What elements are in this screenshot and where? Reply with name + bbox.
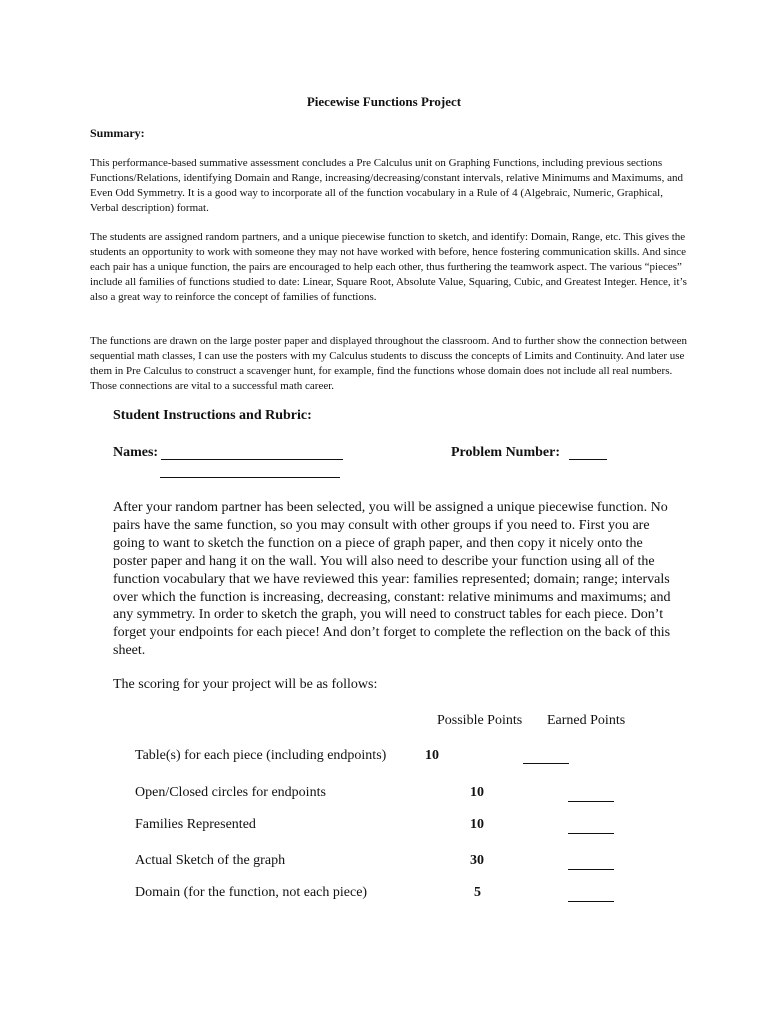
problem-number-label: Problem Number:: [451, 445, 560, 460]
names-blank-1: [161, 444, 343, 460]
rubric-row-label: Domain (for the function, not each piece): [135, 885, 368, 900]
possible-points-header: Possible Points: [437, 713, 523, 728]
earned-points-blank: [523, 748, 569, 764]
earned-points-blank: [568, 786, 614, 802]
scoring-intro: The scoring for your project will be as follows:: [113, 677, 378, 692]
names-label: Names:: [113, 445, 159, 460]
rubric-row-points: 10: [470, 817, 484, 832]
rubric-row-points: 30: [470, 853, 484, 868]
names-blank-2: [160, 462, 340, 478]
earned-points-header: Earned Points: [547, 713, 626, 728]
section-title: Student Instructions and Rubric:: [113, 408, 312, 423]
summary-heading: Summary:: [90, 126, 145, 140]
page-title: Piecewise Functions Project: [306, 94, 462, 109]
rubric-row-label: Table(s) for each piece (including endpoints): [135, 748, 387, 763]
rubric-row-label: Actual Sketch of the graph: [135, 853, 286, 868]
instructions-paragraph: After your random partner has been selected, you will be assigned a unique piecewise function. No pairs have the same function, so you may consult with other groups if you need to. First you are going to want to sketch the function on a piece of graph paper, and then copy it nicely onto the poster paper and hang it on the wall. You will also need to describe your function using all of the function vocabulary that we have reviewed this year: families represented; domain; range; intervals over which the function is increasing, decreasing, constant: relative minimums and maximums; and any symmetry. In order to sketch the graph, you will need to construct tables for each piece. Don’t forget your endpoints for each piece! And don’t forget to complete the reflection on the back of this sheet.: [113, 500, 671, 659]
problem-number-blank: [569, 444, 607, 460]
summary-paragraph-2: The students are assigned random partners, and a unique piecewise function to sketch, and identify: Domain, Range, etc. This gives the students an opportunity to work with someone they may not have worked with before, hence fostering communication skills. And since each pair has a unique function, the pairs are encouraged to help each other, thus furthering the teamwork aspect. The various “pieces” include all families of functions studied to date: Linear, Square Root, Absolute Value, Squaring, Cubic, and Greatest Integer. Hence, it’s also a great way to reinforce the concept of families of functions.: [90, 231, 687, 303]
earned-points-blank: [568, 818, 614, 834]
rubric-row-points: 10: [470, 785, 484, 800]
summary-paragraph-1: This performance-based summative assessment concludes a Pre Calculus unit on Graphing Functions, including previous sections Functions/Relations, identifying Domain and Range, increasing/decreasing/constant intervals, relative Minimums and Maximums, and Even Odd Symmetry. It is a good way to incorporate all of the function vocabulary in a Rule of 4 (Algebraic, Numeric, Graphical, Verbal description) format.: [90, 157, 683, 214]
earned-points-blank: [568, 854, 614, 870]
rubric-row-points: 10: [425, 748, 439, 763]
summary-paragraph-3: The functions are drawn on the large poster paper and displayed throughout the classroom. And to further show the connection between sequential math classes, I can use the posters with my Calculus students to discuss the concepts of Limits and Continuity. And later use them in Pre Calculus to construct a scavenger hunt, for example, find the functions whose domain does not include all real numbers. Those connections are vital to a successful math career.: [90, 335, 687, 392]
rubric-row-label: Families Represented: [135, 817, 256, 832]
rubric-row-points: 5: [474, 885, 481, 900]
rubric-row-label: Open/Closed circles for endpoints: [135, 785, 326, 800]
earned-points-blank: [568, 886, 614, 902]
